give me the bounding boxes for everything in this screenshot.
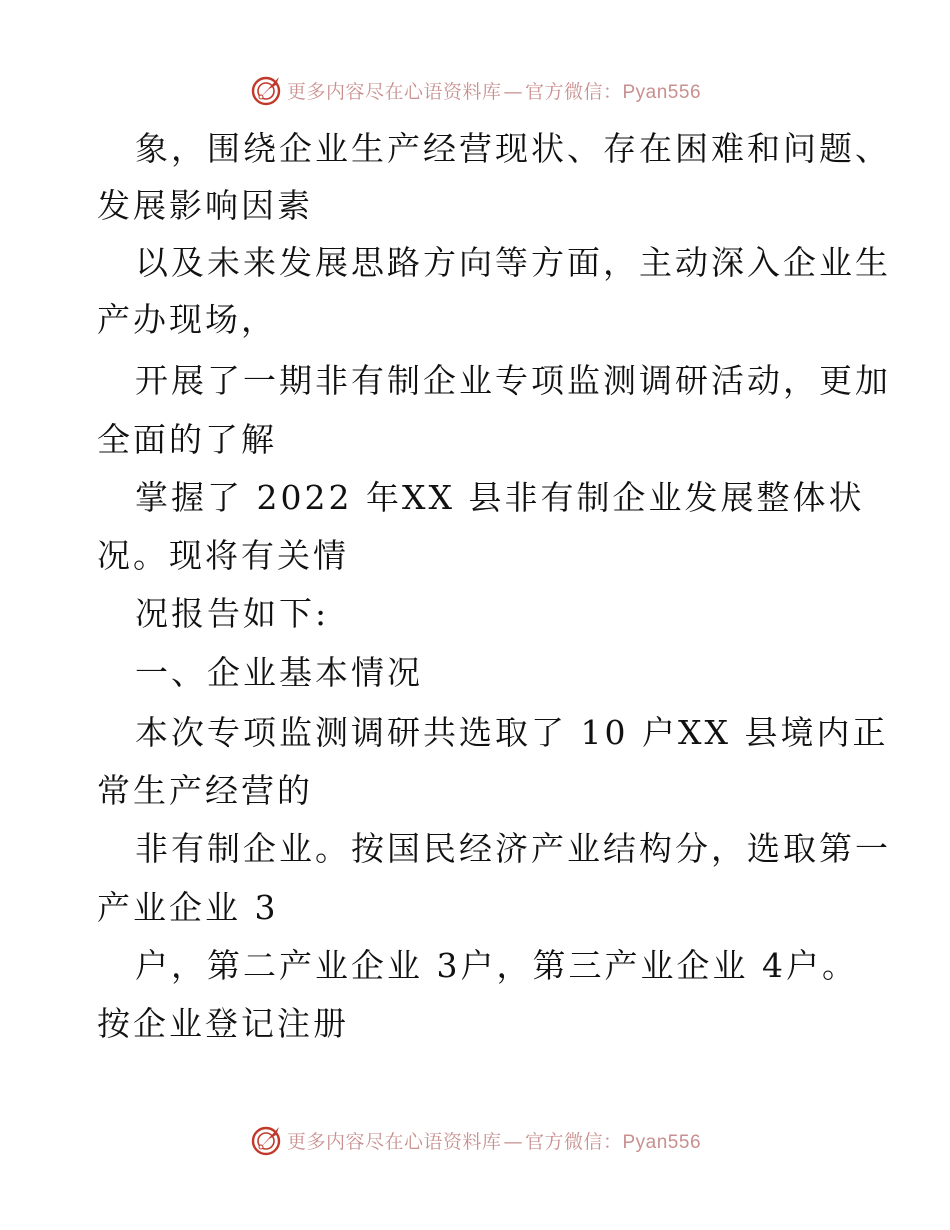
document-line: 以及未来发展思路方向等方面，主动深入企业生 (135, 243, 891, 282)
document-line: 户，第二产业企业 3户，第三产业企业 4户。 (135, 946, 858, 985)
document-line: 本次专项监测调研共选取了 10 户XX 县境内正 (135, 713, 889, 752)
banner-separator: — (503, 80, 523, 103)
footer-banner (0, 1120, 950, 1160)
document-line: 开展了一期非有制企业专项监测调研活动，更加 (135, 361, 891, 400)
banner-contact-id: Pyan556 (622, 1131, 702, 1153)
document-line: 产业企业 3 (97, 888, 279, 927)
banner-contact-id: Pyan556 (622, 81, 702, 103)
document-line: 全面的了解 (97, 420, 277, 459)
document-line: 况报告如下: (135, 594, 330, 633)
document-line: 常生产经营的 (97, 771, 313, 810)
banner-brand-text: 更多内容尽在心语资料库 (286, 80, 502, 103)
banner-text (287, 1127, 701, 1154)
banner-contact-text: 官方微信： (524, 1130, 623, 1153)
document-line: 非有制企业。按国民经济产业结构分，选取第一 (135, 829, 891, 868)
document-line: 发展影响因素 (97, 186, 313, 225)
banner-separator: — (503, 1130, 523, 1153)
document-line: 况。现将有关情 (97, 536, 349, 575)
section-heading: 一、企业基本情况 (135, 653, 423, 692)
banner-brand-text: 更多内容尽在心语资料库 (286, 1130, 502, 1153)
banner-contact-text: 官方微信： (524, 80, 623, 103)
document-line: 产办现场， (97, 300, 277, 339)
document-line: 象，围绕企业生产经营现状、存在困难和问题、 (135, 129, 891, 168)
quill-logo-icon (249, 1123, 283, 1157)
document-line: 掌握了 2022 年XX 县非有制企业发展整体状 (135, 478, 865, 517)
document-line: 按企业登记注册 (97, 1004, 349, 1043)
